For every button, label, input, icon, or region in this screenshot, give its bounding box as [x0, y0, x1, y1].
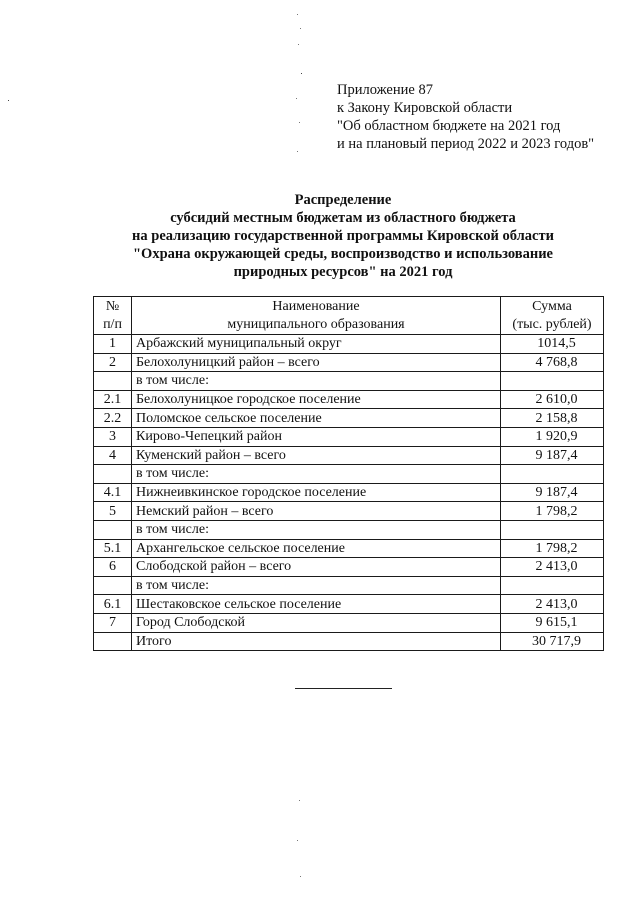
row-sum: 1 798,2: [501, 502, 604, 521]
table-row: [94, 558, 604, 577]
row-number: 4: [94, 446, 132, 465]
row-number: [94, 465, 132, 484]
table-header-row: [94, 297, 604, 335]
row-sum: [501, 465, 604, 484]
scan-speck: [300, 28, 301, 29]
row-sum: 9 187,4: [501, 483, 604, 502]
table-row: [94, 483, 604, 502]
row-name: в том числе:: [132, 520, 501, 539]
row-name: Архангельское сельское поселение: [132, 539, 501, 558]
row-name: Немский район – всего: [132, 502, 501, 521]
scan-speck: [298, 44, 299, 45]
header-number: [94, 297, 132, 335]
row-sum: 1014,5: [501, 335, 604, 354]
table-row: [94, 335, 604, 354]
scan-speck: [8, 100, 9, 101]
table-row: [94, 390, 604, 409]
scan-speck: [297, 840, 298, 841]
row-name: Шестаковское сельское поселение: [132, 595, 501, 614]
row-name: Нижнеивкинское городское поселение: [132, 483, 501, 502]
row-name: Куменский район – всего: [132, 446, 501, 465]
row-name: в том числе:: [132, 465, 501, 484]
row-sum: 1 798,2: [501, 539, 604, 558]
attachment-line: к Закону Кировской области: [337, 100, 513, 116]
row-sum: [501, 520, 604, 539]
row-sum: 1 920,9: [501, 427, 604, 446]
row-number: 5.1: [94, 539, 132, 558]
table-row: [94, 632, 604, 651]
row-sum: 30 717,9: [501, 632, 604, 651]
scan-speck: [300, 876, 301, 877]
row-sum: 9 187,4: [501, 446, 604, 465]
header-name: [132, 297, 501, 335]
row-sum: 9 615,1: [501, 613, 604, 632]
row-name: Итого: [132, 632, 501, 651]
row-number: 2.2: [94, 409, 132, 428]
table-row: [94, 539, 604, 558]
row-sum: 4 768,8: [501, 353, 604, 372]
table-row: [94, 446, 604, 465]
row-number: 2: [94, 353, 132, 372]
header-name-line: Наименование: [272, 298, 360, 314]
table-row: [94, 372, 604, 391]
title-line: природных ресурсов" на 2021 год: [233, 264, 453, 280]
table-body: [94, 335, 604, 651]
header-number-line: п/п: [103, 316, 122, 332]
row-name: Поломское сельское поселение: [132, 409, 501, 428]
row-sum: 2 158,8: [501, 409, 604, 428]
row-number: 1: [94, 335, 132, 354]
row-number: 6: [94, 558, 132, 577]
table-row: [94, 520, 604, 539]
title-line: Распределение: [294, 192, 392, 208]
scan-speck: [297, 14, 298, 15]
header-sum-line: (тыс. рублей): [512, 316, 592, 332]
scan-speck: [299, 800, 300, 801]
scan-speck: [296, 98, 297, 99]
row-number: [94, 632, 132, 651]
row-number: 3: [94, 427, 132, 446]
document-title: [60, 191, 626, 281]
attachment-line: Приложение 87: [337, 82, 433, 98]
row-name: Кирово-Чепецкий район: [132, 427, 501, 446]
row-name: Белохолуницкое городское поселение: [132, 390, 501, 409]
row-name: Белохолуницкий район – всего: [132, 353, 501, 372]
row-name: в том числе:: [132, 372, 501, 391]
table-row: [94, 576, 604, 595]
header-sum: [501, 297, 604, 335]
attachment-line: "Об областном бюджете на 2021 год: [337, 118, 561, 134]
title-line: на реализацию государственной программы Кировской области: [132, 228, 554, 244]
table-row: [94, 465, 604, 484]
header-sum-line: Сумма: [532, 298, 572, 314]
row-name: Арбажский муниципальный округ: [132, 335, 501, 354]
table-row: [94, 409, 604, 428]
table-row: [94, 427, 604, 446]
row-number: 6.1: [94, 595, 132, 614]
row-sum: [501, 372, 604, 391]
title-line: "Охрана окружающей среды, воспроизводство и использование: [133, 246, 553, 262]
table-row: [94, 502, 604, 521]
row-number: 5: [94, 502, 132, 521]
row-name: Город Слободской: [132, 613, 501, 632]
scan-speck: [299, 122, 300, 123]
row-name: Слободской район – всего: [132, 558, 501, 577]
scan-speck: [297, 151, 298, 152]
header-number-line: №: [105, 298, 120, 314]
row-sum: [501, 576, 604, 595]
row-sum: 2 610,0: [501, 390, 604, 409]
row-number: [94, 576, 132, 595]
row-number: [94, 372, 132, 391]
scan-speck: [301, 73, 302, 74]
table-row: [94, 595, 604, 614]
row-number: 7: [94, 613, 132, 632]
row-number: 4.1: [94, 483, 132, 502]
row-number: 2.1: [94, 390, 132, 409]
row-sum: 2 413,0: [501, 558, 604, 577]
table-row: [94, 613, 604, 632]
attachment-header: [337, 81, 594, 153]
table-row: [94, 353, 604, 372]
header-name-line: муниципального образования: [227, 316, 405, 332]
row-name: в том числе:: [132, 576, 501, 595]
attachment-line: и на плановый период 2022 и 2023 годов": [337, 136, 595, 152]
row-sum: 2 413,0: [501, 595, 604, 614]
title-line: субсидий местным бюджетам из областного бюджета: [170, 210, 516, 226]
subsidy-table: [93, 296, 604, 651]
closing-rule: [295, 688, 392, 689]
row-number: [94, 520, 132, 539]
